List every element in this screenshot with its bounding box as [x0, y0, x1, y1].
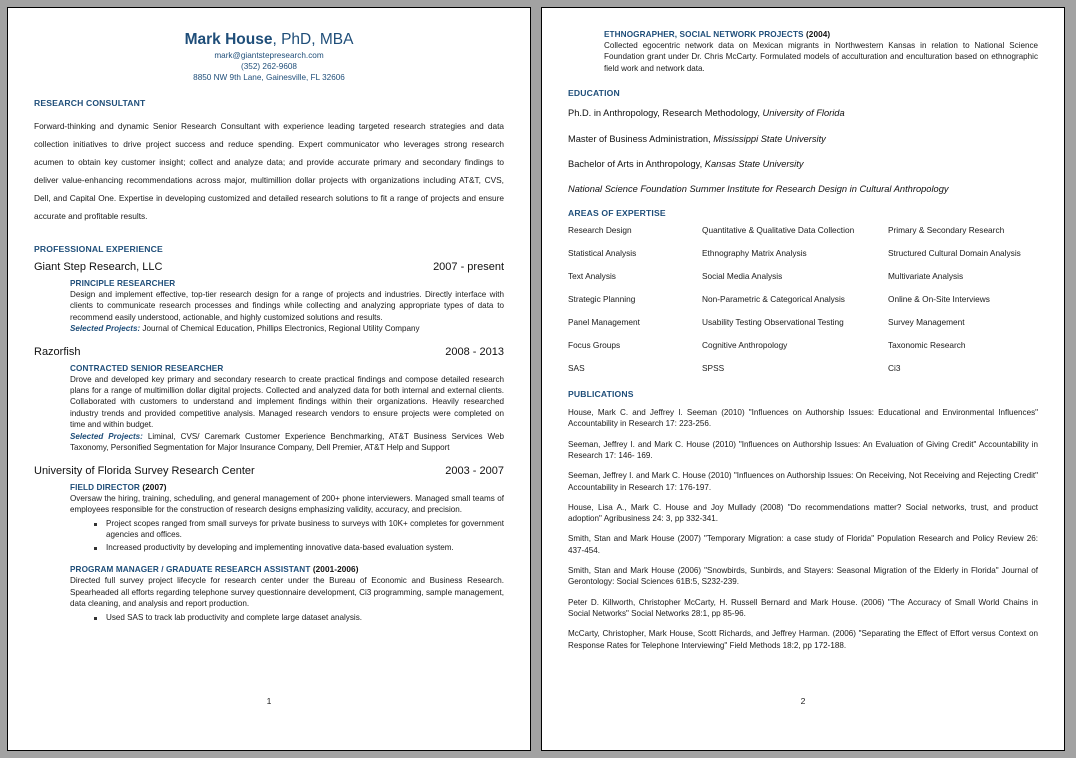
education-institution: Kansas State University: [704, 158, 804, 169]
section-heading-areas-of-expertise: AREAS OF EXPERTISE: [568, 207, 666, 218]
expertise-item: Text Analysis: [568, 270, 616, 281]
selected-projects-label: Selected Projects:: [70, 431, 143, 441]
expertise-item: Focus Groups: [568, 339, 621, 350]
role-description: Drove and developed key primary and secondary research to create practical findings and compose detailed research plans for a range of multimillion dollar digital projects. Collected and analyzed data for both internal and external clients. Collaborated with customers to understand and implement findings within their organizations. Heavily researched industry trends and provided competitive analysis. Managed research vendors to ensure projects were completed on time and within budget.: [70, 374, 504, 430]
expertise-item: Online & On-Site Interviews: [888, 293, 990, 304]
role-bullet-list: [70, 518, 504, 553]
education-item: [568, 133, 1038, 145]
role-bullet-item: Used SAS to track lab productivity and complete large dataset analysis.: [94, 612, 504, 623]
candidate-credentials: , PhD, MBA: [272, 31, 354, 48]
education-item: [568, 158, 1038, 170]
contact-email: mark@giantstepresearch.com: [214, 51, 324, 61]
expertise-item: SPSS: [702, 362, 725, 373]
role-block: [34, 565, 504, 623]
experience-list: [34, 261, 504, 624]
expertise-item: Strategic Planning: [568, 293, 636, 304]
education-degree: Master of Business Administration,: [568, 133, 714, 144]
education-institution: University of Florida: [762, 108, 845, 119]
contact-phone: (352) 262-9608: [241, 62, 297, 72]
role-title-text: CONTRACTED SENIOR RESEARCHER: [70, 363, 224, 373]
education-list: [568, 107, 1038, 194]
expertise-item: SAS: [568, 362, 585, 373]
employer-name: Razorfish: [34, 345, 81, 358]
expertise-item: Taxonomic Research: [888, 339, 966, 350]
expertise-item: Ci3: [888, 362, 901, 373]
role-description: Design and implement effective, top-tier research design for a range of projects and industries. Directly interface with clients to communicate research processes and findings while collecting and analyzing appropriate types of data to recommend easily understood, actionable, and highly customized solutions and results.: [70, 289, 504, 322]
role-title-text: FIELD DIRECTOR: [70, 482, 143, 492]
resume-header: [34, 30, 504, 84]
role-bullet-list: [70, 612, 504, 623]
role-years: (2007): [142, 482, 167, 492]
employer-name: University of Florida Survey Research Center: [34, 464, 255, 477]
publications-list: [568, 407, 1038, 651]
continued-role-years: (2004): [805, 30, 831, 39]
expertise-item: Ethnography Matrix Analysis: [702, 247, 807, 258]
expertise-item: Quantitative & Qualitative Data Collection: [702, 224, 855, 235]
expertise-grid: [568, 225, 1038, 373]
section-heading-professional-experience: PROFESSIONAL EXPERIENCE: [34, 243, 163, 254]
role-title: [70, 364, 504, 373]
expertise-item: Primary & Secondary Research: [888, 224, 1005, 235]
publication-item: McCarty, Christopher, Mark House, Scott Richards, and Jeffrey Harman. (2006) "Separating the Effect of Effort versus Context on Response Rates for Telephone Interviewing" Field Methods 18:2, pp 172-188.: [568, 629, 1038, 650]
experience-entry-header: [34, 346, 504, 358]
expertise-item: Survey Management: [888, 316, 965, 327]
publication-item: Smith, Stan and Mark House (2007) "Temporary Migration: a case study of Florida" Population Research and Policy Review 26: 437-454.: [568, 534, 1038, 555]
role-years: (2001-2006): [312, 565, 359, 575]
employment-dates: 2007 - present: [433, 260, 504, 273]
candidate-name-text: Mark House: [184, 31, 273, 48]
role-bullet-item: Project scopes ranged from small surveys for private business to surveys with 10K+ completes for government agencies and offices.: [94, 518, 504, 541]
selected-projects-line: [70, 323, 504, 334]
expertise-item: Cognitive Anthropology: [702, 339, 788, 350]
candidate-name: [34, 30, 504, 49]
education-item: [568, 183, 1038, 195]
experience-entry-header: [34, 465, 504, 477]
experience-entry: [34, 465, 504, 623]
role-title: [70, 483, 504, 492]
continued-role-title: [604, 30, 1038, 39]
role-bullet-item: Increased productivity by developing and implementing innovative data-based evaluation system.: [94, 542, 504, 553]
continued-role-title-text: ETHNOGRAPHER, SOCIAL NETWORK PROJECTS: [604, 30, 806, 39]
role-description: Directed full survey project lifecycle for research center under the Bureau of Economic and Business Research. Spearheaded all efforts regarding telephone survey questionnaire development, Ci3 programming, sample management, data cleaning, and analysis and report production.: [70, 576, 504, 609]
publication-item: Peter D. Killworth, Christopher McCarty, H. Russell Bernard and Mark House. (2006) "The Accuracy of Small World Chains in Social Networks" Social Networks 28:1, pp 85-96.: [568, 597, 1038, 619]
expertise-item: Structured Cultural Domain Analysis: [888, 247, 1021, 258]
education-item: [568, 107, 1038, 119]
expertise-item: Usability Testing Observational Testing: [702, 316, 844, 327]
expertise-item: Research Design: [568, 224, 632, 235]
education-institution: Mississippi State University: [713, 133, 826, 144]
contact-address: 8850 NW 9th Lane, Gainesville, FL 32606: [193, 73, 345, 83]
publication-item: House, Lisa A., Mark C. House and Joy Mullady (2008) "Do recommendations matter? Social networks, trust, and product adoption" Agribusiness 24: 3, pp 332-341.: [568, 502, 1038, 524]
employment-dates: 2003 - 2007: [445, 464, 504, 477]
experience-entry: [34, 346, 504, 454]
role-title-text: PRINCIPLE RESEARCHER: [70, 278, 176, 288]
publication-item: Smith, Stan and Mark House (2006) "Snowbirds, Sunbirds, and Stayers: Seasonal Migration of the Elderly in Florida" Journal of Gerontology: Social Sciences 61B:5, S232-239.: [568, 566, 1038, 587]
education-degree: Ph.D. in Anthropology, Research Methodology,: [568, 108, 763, 119]
role-title: [70, 565, 504, 574]
experience-entry: [34, 261, 504, 335]
expertise-item: Multivariate Analysis: [888, 270, 964, 281]
selected-projects-line: [70, 431, 504, 454]
resume-page-1: [7, 7, 531, 751]
page-number-2: 2: [800, 696, 806, 706]
education-institution: National Science Foundation Summer Institute for Research Design in Cultural Anthropology: [568, 183, 949, 194]
role-description: Oversaw the hiring, training, scheduling, and general management of 200+ phone interviewers. Managed small teams of employees responsible for the construction of research designs emphasizing validity, accuracy, and precision.: [70, 493, 504, 515]
publication-item: Seeman, Jeffrey I. and Mark C. House (2010) "Influences on Authorship Issues: On Receiving, Not Receiving and Rejecting Credit" Accountability in Research 17: 176-197.: [568, 471, 1038, 492]
employer-name: Giant Step Research, LLC: [34, 260, 163, 273]
selected-projects-text: Journal of Chemical Education, Phillips Electronics, Regional Utility Company: [140, 324, 420, 334]
selected-projects-text: Liminal, CVS/ Caremark Customer Experience Benchmarking, AT&T Business Services Web Taxonomy, Personified Segmentation for Major Insurance Company, Dell Premier, AT&T Help and Support: [70, 431, 504, 453]
education-degree: Bachelor of Arts in Anthropology,: [568, 158, 705, 169]
experience-entry-header: [34, 261, 504, 273]
section-heading-research-consultant: RESEARCH CONSULTANT: [34, 98, 146, 109]
continued-role-description: Collected egocentric network data on Mexican migrants in Northwestern Kansas in relation to National Science Foundation grant under Dr. Chris McCarty. Formulated models of acculturation and enculturation based on ethnographic field work and network data.: [604, 41, 1038, 73]
resume-page-2: [541, 7, 1065, 751]
professional-summary: Forward-thinking and dynamic Senior Research Consultant with experience leading targeted research strategies and data collection initiatives to drive project success and reduce spending. Expert communicator who leverages strong research acumen to obtain key customer insight; collect and analyze data; and provide accurate primary and secondary findings to deliver value-enhancing recommendations across major, multimillion dollar projects with organizations including AT&T, CVS, Dell, and Capital One. Expertise in developing customized and detailed research solutions to fit a range of projects and ensure accurate and profitable results.: [34, 121, 504, 222]
employment-dates: 2008 - 2013: [445, 345, 504, 358]
expertise-item: Panel Management: [568, 316, 640, 327]
role-block: [34, 364, 504, 454]
section-heading-education: EDUCATION: [568, 88, 620, 99]
publication-item: Seeman, Jeffrey I. and Mark C. House (2010) "Influences on Authorship Issues: An Evaluation of Giving Credit" Accountability in Research 17: 146- 169.: [568, 439, 1038, 460]
expertise-item: Non-Parametric & Categorical Analysis: [702, 293, 845, 304]
section-heading-publications: PUBLICATIONS: [568, 388, 634, 399]
role-title-text: PROGRAM MANAGER / GRADUATE RESEARCH ASSISTANT: [70, 565, 313, 575]
role-block: [34, 279, 504, 335]
continued-role-block: [568, 30, 1038, 74]
role-title: [70, 279, 504, 288]
role-block: [34, 483, 504, 553]
expertise-item: Social Media Analysis: [702, 270, 783, 281]
page-number-1: 1: [266, 696, 272, 706]
selected-projects-label: Selected Projects:: [70, 324, 141, 334]
publication-item: House, Mark C. and Jeffrey I. Seeman (2010) "Influences on Authorship Issues: Educational and Environmental Influences" Accountability in Research 17: 223-256.: [568, 407, 1038, 429]
expertise-item: Statistical Analysis: [568, 247, 637, 258]
